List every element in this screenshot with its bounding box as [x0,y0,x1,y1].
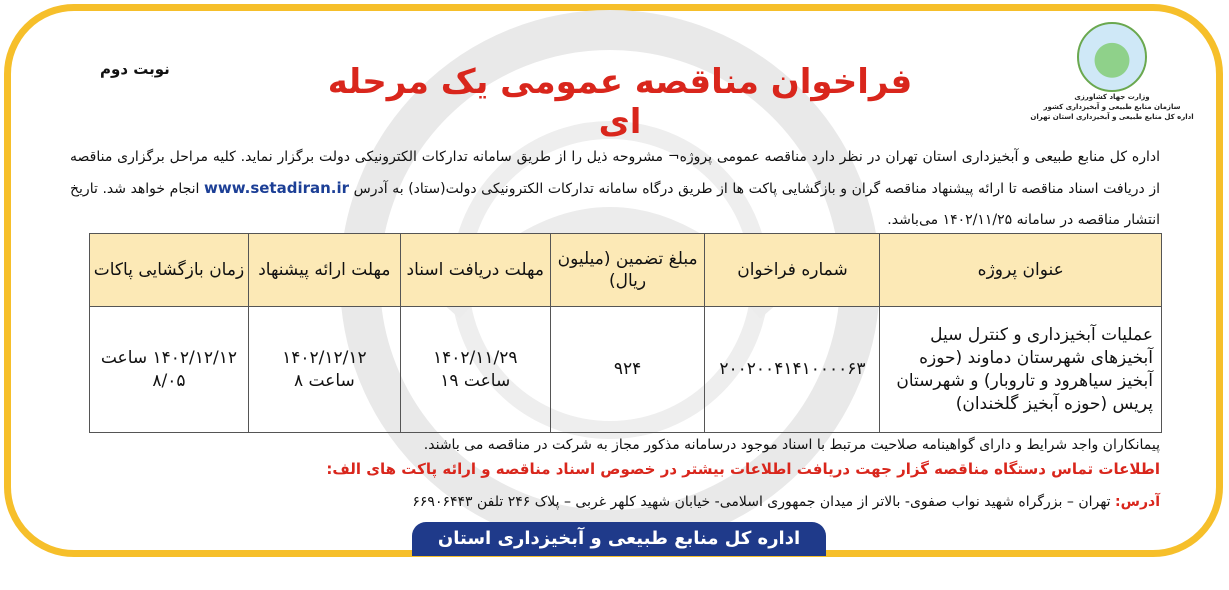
contact-heading: اطلاعات تماس دستگاه مناقصه گزار جهت دریافت اطلاعات بیشتر در خصوص اسناد مناقصه و ارائه پاکت های الف: [326,460,1160,478]
intro-text-1: اداره کل منابع طبیعی و آبخیزداری استان تهران در نظر دارد مناقصه عمومی پروژه¬ مشروحه ذیل را از طریق سامانه تدارکات الکترونیکی دولت برگزار نماید. کلیه مراحل برگزاری مناقصه از دریافت اسناد مناقصه تا ارائه پیشنهاد مناقصه گران و بازگشایی پاکت ها از طریق درگاه سامانه تدارکات الکترونیکی دولت(ستاد) به آدرس [70,149,1160,197]
round-label: نوبت دوم [100,60,170,78]
header-number: شماره فراخوان [705,234,880,307]
organization-logo [1012,22,1212,140]
header-project: عنوان پروژه [880,234,1162,307]
logo-line-2: سازمان منابع طبیعی و آبخیزداری کشور [1043,103,1181,111]
table-header-row [90,234,1162,307]
cell-project: عملیات آبخیزداری و کنترل سیل آبخیزهای شهرستان دماوند (حوزه آبخیز سیاهرود و تاروبار) و شهرستان پریس (حوزه آبخیز گلخندان) [880,307,1162,433]
address-text: تهران – بزرگراه شهید نواب صفوی- بالاتر از میدان جمهوری اسلامی- خیابان شهید کلهر غربی – پلاک ۲۴۶ تلفن ۶۶۹۰۶۴۴۳ [412,494,1111,510]
cell-guarantee: ۹۲۴ [550,307,705,433]
header-doc-deadline: مهلت دریافت اسناد [400,234,550,307]
header-bid-deadline: مهلت ارائه پیشنهاد [248,234,400,307]
logo-line-3: اداره کل منابع طبیعی و آبخیزداری استان تهران [1030,113,1194,121]
table-row [90,307,1162,433]
intro-paragraph [70,142,1160,236]
header-guarantee: مبلغ تضمین (میلیون ریال) [550,234,705,307]
cell-doc-deadline: ۱۴۰۲/۱۱/۲۹ ساعت ۱۹ [400,307,550,433]
footer-banner: اداره کل منابع طبیعی و آبخیزداری استان تهران [412,522,826,556]
eligibility-note: پیمانکاران واجد شرایط و دارای گواهینامه صلاحیت مرتبط با اسناد موجود درسامانه مذکور مجاز به شرکت در مناقصه می باشند. [423,437,1160,453]
address-label: آدرس: [1115,494,1160,510]
page-title: فراخوان مناقصه عمومی یک مرحله ای [327,62,913,142]
intro-text-2: انجام خواهد شد. تاریخ انتشار مناقصه در سامانه ۱۴۰۲/۱۱/۲۵ می‌باشد. [70,181,1160,228]
cell-opening: ۱۴۰۲/۱۲/۱۲ ساعت ۸/۰۵ [90,307,249,433]
cell-number: ۲۰۰۲۰۰۴۱۴۱۰۰۰۰۶۳ [705,307,880,433]
logo-line-1: وزارت جهاد کشاورزی [1074,93,1150,101]
logo-emblem-icon [1077,22,1147,92]
website-link[interactable]: www.setadiran.ir [204,179,350,197]
cell-bid-deadline: ۱۴۰۲/۱۲/۱۲ ساعت ۸ [248,307,400,433]
header-opening: زمان بازگشایی پاکات [90,234,249,307]
address-line [70,494,1160,510]
tender-table [89,233,1162,433]
